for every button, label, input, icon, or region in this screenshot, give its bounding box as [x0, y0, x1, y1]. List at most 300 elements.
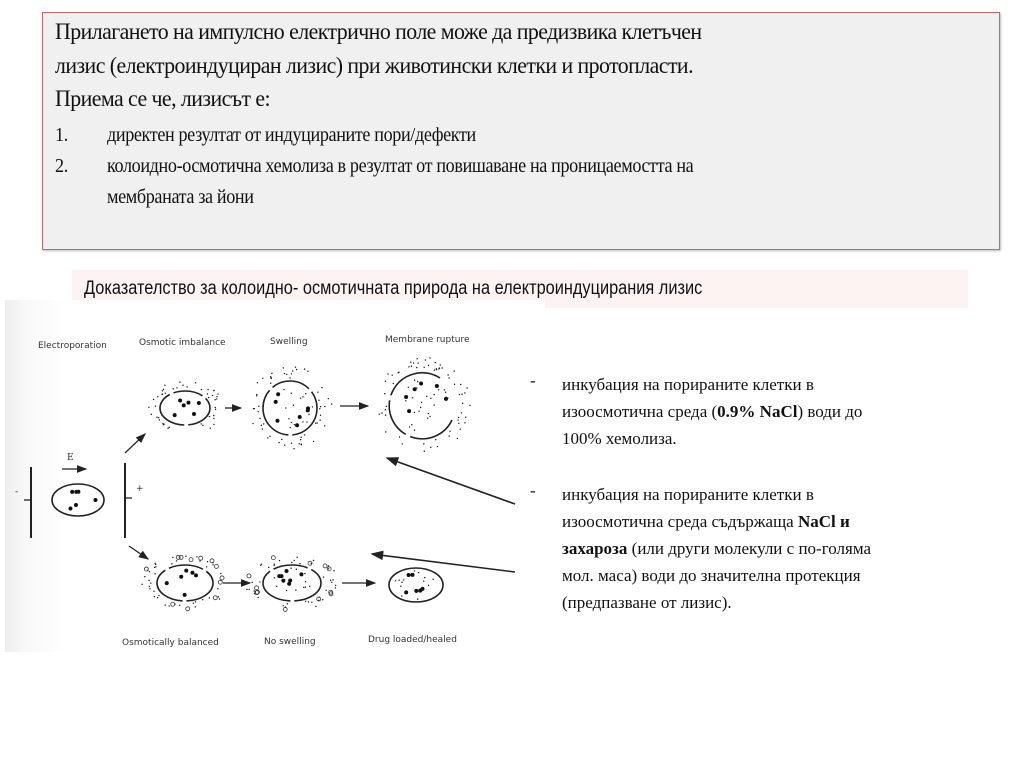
- ion-dot: [283, 389, 284, 390]
- ion-dot: [409, 426, 410, 427]
- molecule-dot: [165, 581, 169, 585]
- ion-dot: [150, 582, 151, 583]
- ion-dot: [435, 439, 436, 440]
- ion-dot: [313, 560, 314, 561]
- bullet-text: (или други молекули с по-голяма: [627, 539, 872, 558]
- intro-line: Приема се че, лизисът е:: [55, 86, 271, 112]
- ion-dot: [421, 402, 422, 403]
- ion-dot: [459, 394, 460, 395]
- ion-dot: [263, 423, 264, 424]
- ion-dot: [309, 586, 310, 587]
- ion-dot: [386, 406, 387, 407]
- ion-dot: [307, 371, 308, 372]
- ion-dot: [399, 436, 400, 437]
- ion-dot: [291, 443, 292, 444]
- ion-dot: [403, 579, 404, 580]
- ion-dot: [209, 597, 210, 598]
- ion-dot: [318, 400, 319, 401]
- molecule-dot: [418, 589, 422, 593]
- ion-dot: [151, 414, 152, 415]
- cell-healed: [389, 568, 443, 602]
- ion-dot: [296, 569, 297, 570]
- ion-dot: [171, 563, 172, 564]
- ion-dot: [273, 565, 274, 566]
- ion-dot: [417, 363, 418, 364]
- molecule-dot: [435, 384, 439, 388]
- molecule-dot: [194, 573, 198, 577]
- ion-dot: [179, 605, 180, 606]
- ion-dot: [173, 388, 174, 389]
- molecule-dot: [275, 419, 279, 423]
- molecule-dot: [173, 413, 177, 417]
- ion-dot: [330, 580, 331, 581]
- label-drug-loaded: Drug loaded/healed: [368, 635, 457, 645]
- ion-dot: [449, 435, 450, 436]
- ion-dot: [402, 443, 403, 444]
- ion-dot: [268, 567, 269, 568]
- pointer-arrow: [387, 458, 515, 504]
- ion-dot: [317, 391, 318, 392]
- ion-dot: [308, 414, 309, 415]
- ion-dot: [210, 428, 211, 429]
- ion-dot: [312, 406, 313, 407]
- list-number: 2.: [55, 156, 68, 177]
- bullet-dash: -: [530, 371, 536, 390]
- ion-dot: [246, 589, 247, 590]
- ion-dot: [300, 439, 301, 440]
- ion-dot: [258, 406, 259, 407]
- ion-dot: [306, 421, 307, 422]
- molecule-dot: [182, 403, 186, 407]
- ion-dot: [283, 367, 284, 368]
- ion-dot: [335, 587, 336, 588]
- molecule-dot: [414, 589, 418, 593]
- ion-dot: [321, 387, 322, 388]
- bullet-text: мол. маса) води до значителна протекция: [562, 566, 861, 585]
- ion-dot: [331, 582, 332, 583]
- ion-dot: [202, 425, 203, 426]
- ion-dot: [220, 573, 221, 574]
- molecule-dot: [281, 579, 285, 583]
- ion-dot: [434, 369, 435, 370]
- ion-dot: [414, 379, 415, 380]
- molecule-dot: [74, 503, 78, 507]
- ion-dot: [278, 442, 279, 443]
- ion-dot: [423, 367, 424, 368]
- ion-dot: [428, 365, 429, 366]
- ion-dot: [331, 403, 332, 404]
- ion-dot: [416, 367, 417, 368]
- ion-dot: [176, 560, 177, 561]
- ion-dot: [271, 373, 272, 374]
- ion-dot: [432, 579, 433, 580]
- ion-dot: [179, 381, 180, 382]
- ion-dot: [457, 438, 458, 439]
- ion-dot: [319, 419, 320, 420]
- list-item: колоидно-осмотична хемолиза в резултат от повишаване на проницаемостта на: [107, 156, 694, 177]
- ion-dot: [405, 400, 406, 401]
- ion-dot: [438, 389, 439, 390]
- cell-no-swelling: [263, 565, 321, 601]
- ion-dot: [381, 412, 382, 413]
- label-plus: +: [136, 484, 144, 494]
- sucrose-ring: [213, 596, 217, 600]
- ion-dot: [201, 423, 202, 424]
- ion-dot: [417, 381, 418, 382]
- ion-dot: [270, 378, 271, 379]
- ion-dot: [218, 596, 219, 597]
- ion-dot: [291, 422, 292, 423]
- ion-dot: [305, 601, 306, 602]
- ion-dot: [267, 437, 268, 438]
- ion-dot: [291, 373, 292, 374]
- ion-dot: [162, 393, 163, 394]
- ion-dot: [292, 370, 293, 371]
- ion-dot: [437, 446, 438, 447]
- ion-dot: [302, 396, 303, 397]
- ion-dot: [469, 405, 470, 406]
- ion-dot: [441, 367, 442, 368]
- sucrose-ring: [283, 607, 287, 611]
- list-number: 1.: [55, 125, 68, 146]
- ion-dot: [316, 422, 317, 423]
- molecule-dot: [70, 490, 74, 494]
- ion-dot: [214, 399, 215, 400]
- ion-dot: [207, 561, 208, 562]
- intro-line: Прилагането на импулсно електрично поле може да предизвика клетъчен: [55, 19, 702, 45]
- ion-dot: [168, 605, 169, 606]
- ion-dot: [169, 427, 170, 428]
- ion-dot: [148, 580, 149, 581]
- ion-dot: [439, 367, 440, 368]
- molecule-dot: [404, 395, 408, 399]
- sucrose-ring: [220, 576, 224, 580]
- ion-dot: [454, 370, 455, 371]
- sucrose-ring: [210, 559, 214, 563]
- ion-dot: [149, 571, 150, 572]
- ion-dot: [398, 372, 399, 373]
- ion-dot: [158, 595, 159, 596]
- ion-dot: [462, 403, 463, 404]
- ion-dot: [300, 437, 301, 438]
- bullet-text: изоосмотична среда (: [562, 402, 718, 421]
- molecule-dot: [298, 415, 302, 419]
- ion-dot: [207, 393, 208, 394]
- ion-dot: [283, 605, 284, 606]
- bullet-text: инкубация на порираните клетки в: [562, 485, 814, 504]
- sucrose-ring: [144, 567, 148, 571]
- ion-dot: [252, 423, 253, 424]
- ion-dot: [288, 418, 289, 419]
- ion-dot: [464, 422, 465, 423]
- bullet-bold: NaCl и: [797, 512, 850, 531]
- ion-dot: [153, 399, 154, 400]
- ion-dot: [213, 424, 214, 425]
- ion-dot: [257, 382, 258, 383]
- ion-dot: [257, 597, 258, 598]
- ion-dot: [304, 368, 305, 369]
- ion-dot: [209, 416, 210, 417]
- ion-dot: [213, 415, 214, 416]
- intro-line: лизис (електроиндуциран лизис) при животински клетки и протопласти.: [55, 53, 693, 79]
- ion-dot: [303, 587, 304, 588]
- ion-dot: [429, 416, 430, 417]
- ion-dot: [447, 397, 448, 398]
- ion-dot: [215, 407, 216, 408]
- sucrose-ring: [189, 558, 193, 562]
- ion-dot: [420, 407, 421, 408]
- bullet-1: [562, 371, 862, 452]
- ion-dot: [465, 416, 466, 417]
- molecule-dot: [183, 593, 187, 597]
- ion-dot: [290, 427, 291, 428]
- ion-dot: [215, 409, 216, 410]
- ion-dot: [302, 421, 303, 422]
- ion-dot: [269, 436, 270, 437]
- ion-dot: [444, 389, 445, 390]
- ion-dot: [289, 377, 290, 378]
- ion-dot: [460, 428, 461, 429]
- ion-dot: [304, 573, 305, 574]
- label-membrane-rupture: Membrane rupture: [385, 335, 470, 345]
- ion-dot: [291, 392, 292, 393]
- ion-dot: [276, 586, 277, 587]
- molecule-dot: [410, 573, 414, 577]
- ion-dot: [206, 566, 207, 567]
- molecule-dot: [413, 387, 417, 391]
- ion-dot: [430, 398, 431, 399]
- ion-dot: [311, 602, 312, 603]
- ion-dot: [391, 375, 392, 376]
- ion-dot: [400, 585, 401, 586]
- sucrose-ring: [199, 556, 203, 560]
- ion-dot: [279, 576, 280, 577]
- label-osmotic-imbalance: Osmotic imbalance: [139, 338, 226, 348]
- ion-dot: [466, 387, 467, 388]
- ion-dot: [208, 397, 209, 398]
- bullet-dash: -: [530, 481, 536, 500]
- ion-dot: [315, 606, 316, 607]
- ion-dot: [295, 366, 296, 367]
- ion-dot: [149, 586, 150, 587]
- ion-dot: [313, 441, 314, 442]
- molecule-dot: [407, 409, 411, 413]
- ion-dot: [196, 556, 197, 557]
- ion-dot: [201, 389, 202, 390]
- ion-dot: [324, 425, 325, 426]
- molecule-dot: [419, 381, 423, 385]
- ion-dot: [409, 574, 410, 575]
- ion-dot: [461, 412, 462, 413]
- ion-dot: [149, 588, 150, 589]
- molecule-dot: [178, 399, 182, 403]
- ion-dot: [308, 601, 309, 602]
- molecule-dot: [197, 401, 201, 405]
- bullet-text: изоосмотична среда съдържаща: [562, 512, 798, 531]
- ion-dot: [182, 384, 183, 385]
- bullet-bold: 0.9% NaCl: [717, 402, 798, 421]
- ion-dot: [299, 563, 300, 564]
- ion-dot: [293, 448, 294, 449]
- molecule-dot: [284, 569, 288, 573]
- ion-dot: [305, 393, 306, 394]
- ion-dot: [445, 397, 446, 398]
- ion-dot: [428, 585, 429, 586]
- ion-dot: [154, 567, 155, 568]
- arrow-up: [125, 434, 145, 453]
- label-no-swelling: No swelling: [264, 637, 316, 647]
- bullet-bold: захароза: [562, 539, 628, 558]
- ion-dot: [165, 393, 166, 394]
- ion-dot: [408, 387, 409, 388]
- ion-dot: [157, 597, 158, 598]
- ion-dot: [270, 376, 271, 377]
- ion-dot: [296, 557, 297, 558]
- ion-dot: [460, 384, 461, 385]
- ion-dot: [164, 604, 165, 605]
- ion-dot: [305, 581, 306, 582]
- ion-dot: [423, 580, 424, 581]
- ion-dot: [304, 434, 305, 435]
- ion-dot: [323, 576, 324, 577]
- ion-dot: [284, 373, 285, 374]
- label-electroporation: Electroporation: [38, 341, 107, 351]
- ion-dot: [430, 447, 431, 448]
- ion-dot: [434, 394, 435, 395]
- ion-dot: [418, 572, 419, 573]
- ion-dot: [258, 411, 259, 412]
- ion-dot: [458, 423, 459, 424]
- sucrose-ring: [179, 555, 183, 559]
- molecule-dot: [306, 408, 310, 412]
- ion-dot: [186, 386, 187, 387]
- ion-dot: [295, 589, 296, 590]
- ion-dot: [219, 598, 220, 599]
- ion-dot: [320, 415, 321, 416]
- sucrose-ring: [218, 580, 222, 584]
- ion-dot: [424, 577, 425, 578]
- ion-dot: [387, 373, 388, 374]
- list-item-cont: мембраната за йони: [107, 187, 254, 208]
- ion-dot: [213, 418, 214, 419]
- ion-dot: [249, 589, 250, 590]
- ion-dot: [464, 392, 465, 393]
- ion-dot: [172, 557, 173, 558]
- ion-dot: [157, 396, 158, 397]
- bullet-text: инкубация на порираните клетки в: [562, 375, 814, 394]
- ion-dot: [398, 580, 399, 581]
- subtitle: Доказателство за колоидно- осмотичната природа на електроиндуцирания лизис: [84, 278, 703, 299]
- label-minus: -: [15, 487, 19, 497]
- molecule-dot: [93, 498, 97, 502]
- ion-dot: [293, 405, 294, 406]
- ion-dot: [335, 585, 336, 586]
- ion-dot: [414, 570, 415, 571]
- ion-dot: [408, 366, 409, 367]
- ion-dot: [260, 565, 261, 566]
- ion-dot: [279, 560, 280, 561]
- ion-dot: [411, 366, 412, 367]
- sucrose-ring: [214, 564, 218, 568]
- ion-dot: [294, 560, 295, 561]
- sucrose-ring: [247, 574, 251, 578]
- ion-dot: [193, 602, 194, 603]
- ion-dot: [256, 395, 257, 396]
- ion-dot: [328, 398, 329, 399]
- ion-dot: [167, 427, 168, 428]
- ion-dot: [202, 599, 203, 600]
- ion-dot: [411, 424, 412, 425]
- ion-dot: [217, 588, 218, 589]
- ion-dot: [445, 392, 446, 393]
- ion-dot: [379, 413, 380, 414]
- ion-dot: [414, 412, 415, 413]
- ion-dot: [154, 573, 155, 574]
- sucrose-ring: [271, 556, 275, 560]
- molecule-dot: [68, 507, 72, 511]
- molecule-dot: [190, 571, 194, 575]
- ion-dot: [207, 389, 208, 390]
- ion-dot: [156, 417, 157, 418]
- ion-dot: [427, 417, 428, 418]
- ion-dot: [418, 410, 419, 411]
- ion-dot: [213, 390, 214, 391]
- ion-dot: [448, 377, 449, 378]
- bullet-text: ) води до: [797, 402, 863, 421]
- ion-dot: [217, 393, 218, 394]
- ion-dot: [457, 419, 458, 420]
- ion-dot: [158, 417, 159, 418]
- pointer-arrow: [372, 554, 515, 572]
- ion-dot: [212, 564, 213, 565]
- ion-dot: [164, 385, 165, 386]
- ion-dot: [300, 398, 301, 399]
- ion-dot: [416, 358, 417, 359]
- ion-dot: [436, 368, 437, 369]
- ion-dot: [281, 439, 282, 440]
- ion-dot: [287, 603, 288, 604]
- ion-dot: [154, 596, 155, 597]
- sucrose-ring: [323, 564, 327, 568]
- ion-dot: [385, 409, 386, 410]
- ion-dot: [291, 562, 292, 563]
- ion-dot: [259, 581, 260, 582]
- molecule-dot: [404, 590, 408, 594]
- ion-dot: [141, 584, 142, 585]
- label-field: E: [67, 453, 74, 463]
- ion-dot: [294, 424, 295, 425]
- ion-dot: [412, 397, 413, 398]
- ion-dot: [401, 582, 402, 583]
- molecule-dot: [274, 400, 278, 404]
- ion-dot: [449, 430, 450, 431]
- cell-porated: [160, 391, 210, 425]
- ion-dot: [322, 599, 323, 600]
- ion-dot: [195, 606, 196, 607]
- ion-dot: [393, 383, 394, 384]
- ion-dot: [424, 451, 425, 452]
- ion-dot: [315, 422, 316, 423]
- ion-dot: [290, 567, 291, 568]
- ion-dot: [299, 443, 300, 444]
- ion-dot: [185, 555, 186, 556]
- ion-dot: [385, 414, 386, 415]
- ion-dot: [416, 387, 417, 388]
- molecule-dot: [184, 569, 188, 573]
- ion-dot: [274, 563, 275, 564]
- list-item: директен резултат от индуцираните пори/дефекти: [107, 125, 476, 146]
- ion-dot: [425, 359, 426, 360]
